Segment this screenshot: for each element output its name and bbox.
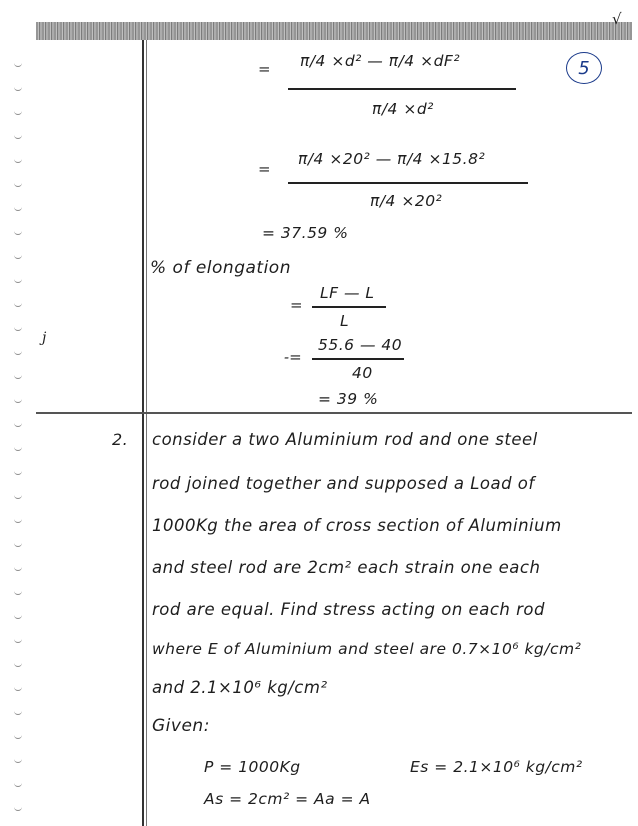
section-divider	[36, 412, 632, 414]
row3-result: = 37.59 %	[262, 224, 349, 242]
check-mark: √	[612, 10, 622, 28]
spiral-binding	[0, 60, 30, 820]
problem-line-2: rod joined together and supposed a Load of	[152, 474, 535, 493]
given-area: As = 2cm² = Aa = A	[204, 790, 371, 808]
problem-line-3: 1000Kg the area of cross section of Aluminium	[152, 516, 562, 535]
row2-fraction-bar	[288, 182, 528, 184]
e1-numerator: LF — L	[320, 284, 375, 302]
e2-denominator: 40	[352, 364, 373, 382]
problem-line-1: consider a two Aluminium rod and one steel	[152, 430, 538, 449]
row2-numerator: π/4 ×20² — π/4 ×15.8²	[298, 150, 486, 168]
row1-fraction-bar	[288, 88, 516, 90]
problem-line-7: and 2.1×10⁶ kg/cm²	[152, 678, 328, 697]
e1-equals: =	[290, 296, 303, 314]
e2-numerator: 55.6 — 40	[318, 336, 403, 354]
problem-number: 2.	[112, 430, 129, 449]
page-number-badge	[566, 52, 602, 84]
e1-fraction-bar	[312, 306, 386, 308]
page-number: 5	[578, 57, 590, 79]
margin-rule	[142, 40, 144, 826]
given-label: Given:	[152, 716, 210, 736]
e1-denominator: L	[340, 312, 350, 330]
problem-line-6: where E of Aluminium and steel are 0.7×10⁶ kg/cm²	[152, 640, 582, 658]
scanned-top-strip	[36, 22, 632, 40]
given-es: Es = 2.1×10⁶ kg/cm²	[410, 758, 583, 776]
row2-denominator: π/4 ×20²	[370, 192, 443, 210]
problem-line-5: rod are equal. Find stress acting on each rod	[152, 600, 545, 619]
problem-line-4: and steel rod are 2cm² each strain one each	[152, 558, 541, 577]
e2-equals: -=	[284, 348, 302, 366]
row1-denominator: π/4 ×d²	[372, 100, 434, 118]
elongation-heading: % of elongation	[150, 258, 291, 278]
given-load: P = 1000Kg	[204, 758, 301, 776]
row2-equals: =	[258, 160, 271, 178]
e2-fraction-bar	[312, 358, 404, 360]
margin-mark: j	[42, 330, 47, 346]
row1-equals: =	[258, 60, 271, 78]
margin-rule-inner	[146, 40, 147, 826]
e3-result: = 39 %	[318, 390, 379, 408]
row1-numerator: π/4 ×d² — π/4 ×dF²	[300, 52, 461, 70]
